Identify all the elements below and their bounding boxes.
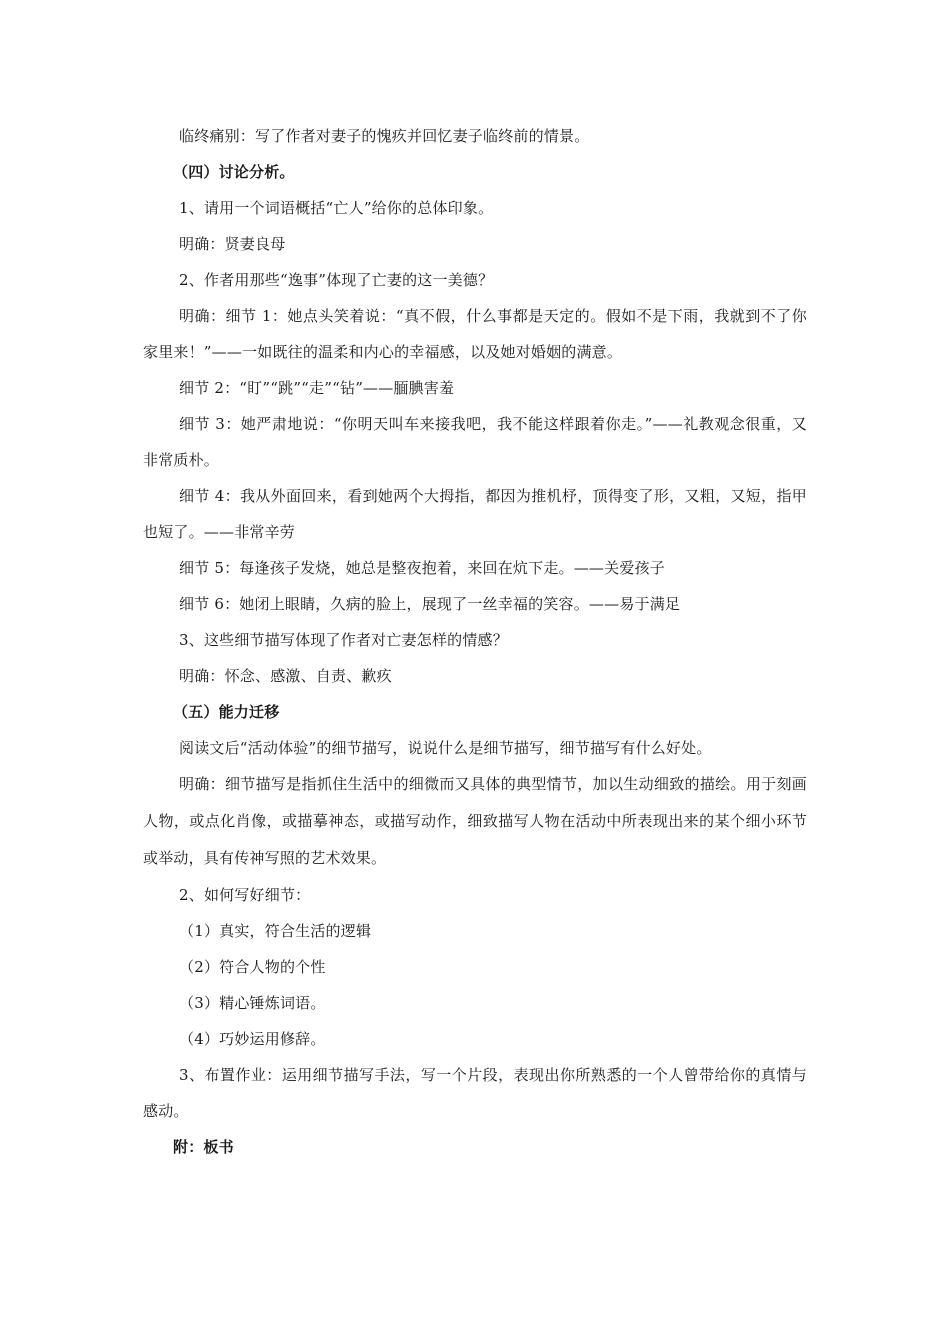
how-to-write-heading: 2、如何写好细节：	[179, 886, 311, 904]
transfer-prompt: 阅读文后“活动体验”的细节描写，说说什么是细节描写，细节描写有什么好处。	[179, 739, 712, 757]
paragraph-farewell-summary: 临终痛别：写了作者对妻子的愧疚并回忆妻子临终前的情景。	[179, 127, 590, 145]
transfer-answer: 明确：细节描写是指抓住生活中的细微而又具体的典型情节，加以生动细致的描绘。用于刻画人物，或点化肖像，或描摹神态，或描写动作，细致描写人物在活动中所表现出来的某个细小环节或举动，具有传神写照的艺术效果。	[143, 775, 807, 867]
question-2: 2、作者用那些“逸事”体现了亡妻的这一美德？	[179, 271, 494, 289]
detail-2: 细节 2：“盯”“跳”“走”“钻”——腼腆害羞	[179, 379, 455, 397]
detail-6: 细节 6：她闭上眼睛，久病的脸上，展现了一丝幸福的笑容。——易于满足	[179, 595, 681, 613]
section-heading-discussion: （四）讨论分析。	[173, 163, 295, 181]
detail-1: 明确：细节 1：她点头笑着说：“真不假，什么事都是天定的。假如不是下雨，我就到不了你家里来！”——一如既往的温柔和内心的幸福感，以及她对婚姻的满意。	[143, 307, 807, 361]
detail-3: 细节 3：她严肃地说：“你明天叫车来接我吧，我不能这样跟着你走。”——礼教观念很重，又非常质朴。	[143, 415, 807, 469]
tip-4: （4）巧妙运用修辞。	[179, 1030, 326, 1048]
detail-4: 细节 4：我从外面回来，看到她两个大拇指，都因为推机杼，顶得变了形，又粗，又短，指甲也短了。——非常辛劳	[143, 487, 807, 541]
tip-2: （2）符合人物的个性	[179, 958, 326, 976]
tip-3: （3）精心锤炼词语。	[179, 994, 326, 1012]
detail-5: 细节 5：每逢孩子发烧，她总是整夜抱着，来回在炕下走。——关爱孩子	[179, 559, 665, 577]
answer-3: 明确：怀念、感激、自责、歉疚	[179, 667, 392, 685]
homework-assignment: 3、布置作业：运用细节描写手法，写一个片段，表现出你所熟悉的一个人曾带给你的真情与感动。	[143, 1066, 807, 1120]
section-heading-transfer: （五）能力迁移	[173, 703, 280, 721]
tip-1: （1）真实，符合生活的逻辑	[179, 922, 372, 940]
section-heading-board: 附：板书	[173, 1138, 234, 1156]
answer-1: 明确：贤妻良母	[179, 235, 286, 253]
question-1: 1、请用一个词语概括“亡人”给你的总体印象。	[179, 199, 494, 217]
question-3: 3、这些细节描写体现了作者对亡妻怎样的情感？	[179, 631, 508, 649]
document-body	[143, 118, 807, 1165]
